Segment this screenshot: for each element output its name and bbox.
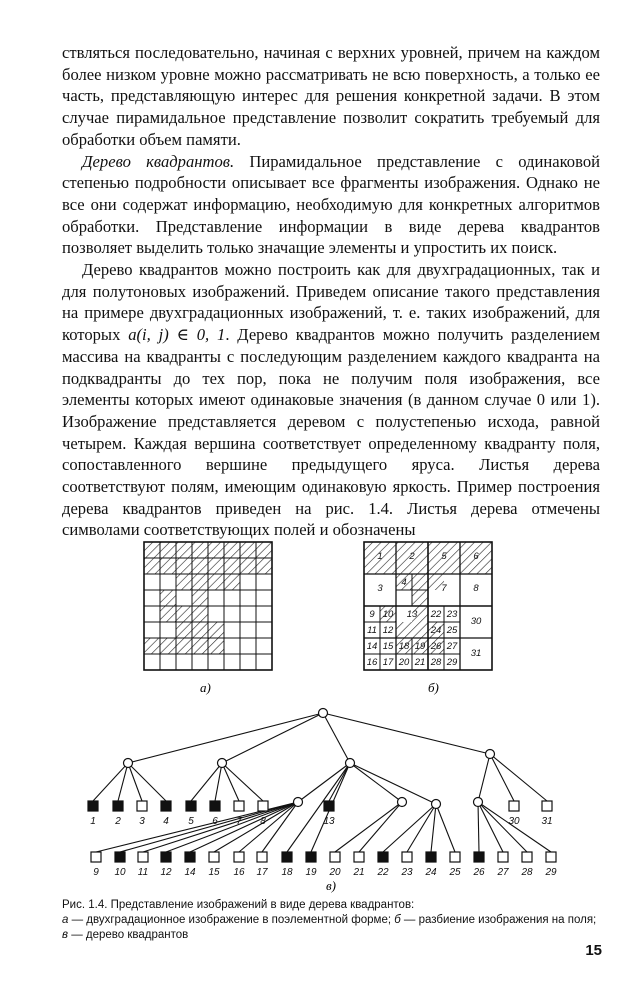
tree-leaf [324, 801, 334, 811]
body-text [62, 42, 600, 541]
tree-node [294, 798, 303, 807]
caption-c-text: — дерево квадрантов [68, 929, 189, 941]
grid-b-region-label: 27 [446, 641, 458, 652]
tree-leaf-label: 27 [497, 867, 509, 878]
tree-leaf [474, 852, 484, 862]
tree-leaf-label: 26 [473, 867, 485, 878]
label-b: б) [428, 680, 439, 695]
tree-leaf-label: 19 [305, 867, 317, 878]
label-c: в) [326, 878, 336, 893]
paragraph-3-a: Дерево квадрантов можно построить как для двухградационных, так и для полутоновых изображений. Приведем описание такого представления на примере двухградационных изображений, т. е. таких изображений, для которых [62, 260, 600, 345]
tree-leaf [426, 852, 436, 862]
tree-leaf [546, 852, 556, 862]
caption-c-letter: в [62, 929, 69, 941]
tree-node [124, 759, 133, 768]
tree-leaf-label: 3 [139, 816, 145, 827]
tree-leaf [88, 801, 98, 811]
tree-leaf [210, 801, 220, 811]
caption-title: Рис. 1.4. Представление изображений в виде дерева квадрантов: [62, 899, 415, 911]
grid-b-region-label: 25 [446, 625, 458, 636]
tree-leaf-label: 13 [323, 816, 335, 827]
label-a: а) [200, 680, 211, 695]
tree-leaf [161, 852, 171, 862]
tree-node [486, 750, 495, 759]
caption-b-text: — разбиение изображения на поля; [400, 914, 597, 926]
grid-b-region-label: 7 [441, 583, 447, 594]
tree-leaf-label: 30 [508, 816, 520, 827]
tree-leaf [91, 852, 101, 862]
grid-b-region-label: 5 [441, 551, 447, 562]
grid-a [144, 542, 272, 670]
tree-leaf-label: 17 [256, 867, 268, 878]
tree-leaf [161, 801, 171, 811]
tree-node [346, 759, 355, 768]
tree-leaf-label: 5 [188, 816, 194, 827]
tree-leaf-label: 14 [184, 867, 196, 878]
grid-b-region-label: 19 [414, 641, 426, 652]
tree-node [432, 800, 441, 809]
grid-b-region-label: 8 [473, 583, 479, 594]
tree-leaf [137, 801, 147, 811]
paragraph-1: ствляться последовательно, начиная с верхних уровней, причем на каждом более низком уровне можно рассматривать не всю поверхность, а только ее часть, представляющую интерес для решения конкретной задачи. В этом случае пирамидальное представление позволит сократить требуемый для обработки объем памяти. [62, 43, 600, 149]
grid-b-region-label: 14 [366, 641, 378, 652]
grid-b-region-label: 30 [470, 616, 482, 627]
tree-leaf-label: 9 [93, 867, 99, 878]
tree-leaf-label: 10 [114, 867, 126, 878]
tree-node [398, 798, 407, 807]
grid-b-region-label: 11 [367, 625, 377, 636]
grid-b-region-label: 18 [398, 641, 410, 652]
figure-1-4 [0, 530, 640, 898]
grid-b-region-label: 29 [446, 657, 458, 668]
grid-b-region-label: 28 [430, 657, 442, 668]
grid-b-region-label: 22 [430, 609, 442, 620]
tree-leaf [402, 852, 412, 862]
grid-b [364, 542, 492, 670]
tree-leaf [498, 852, 508, 862]
tree-leaf [542, 801, 552, 811]
grid-b-region-label: 17 [382, 657, 394, 668]
grid-b-region-label: 10 [382, 609, 394, 620]
tree-leaf [258, 801, 268, 811]
tree-leaf-label: 20 [329, 867, 341, 878]
tree-leaf [509, 801, 519, 811]
tree-leaf-label: 29 [545, 867, 557, 878]
grid-b-region-label: 13 [406, 609, 418, 620]
grid-b-region-label: 2 [409, 551, 415, 562]
grid-b-region-label: 21 [414, 657, 426, 668]
tree-leaf [282, 852, 292, 862]
grid-b-region-label: 12 [382, 625, 394, 636]
tree-leaf [257, 852, 267, 862]
paragraph-3-b: . Дерево квадрантов можно получить разделением массива на квадранты с последующим разделением каждого квадранта на подквадранты до тех пор, пока не получим поля изображения, все элементы которых имеют одинаковые значения (в данном случае 0 или 1). Изображение представляется деревом с полустепенью исхода, равной четырем. Каждая вершина соответствует определенному квадранту поля, сопоставленного вершине предыдущего яруса. Листья дерева соответствуют полям, имеющим одинаковую яркость. Пример построения дерева квадрантов приведен на рис. 1.4. Листья дерева отмечены символами соответствующих полей и обозначены [62, 325, 600, 540]
grid-b-region-label: 20 [398, 657, 410, 668]
paragraph-3 [62, 259, 600, 541]
tree-node [218, 759, 227, 768]
tree-node [319, 709, 328, 718]
tree-node [474, 798, 483, 807]
tree-leaf [306, 852, 316, 862]
tree-leaf [354, 852, 364, 862]
formula: a(i, j) ∈ 0, 1 [128, 325, 226, 345]
grid-b-region-label: 31 [470, 648, 482, 659]
grid-b-region-label: 6 [473, 551, 479, 562]
page-number: 15 [585, 942, 602, 959]
tree-leaf-label: 24 [425, 867, 437, 878]
tree-leaf-label: 1 [90, 816, 96, 827]
tree-leaf-label: 12 [160, 867, 172, 878]
tree-leaf [234, 801, 244, 811]
tree-leaf-label: 2 [115, 816, 121, 827]
grid-b-region-label: 16 [366, 657, 378, 668]
tree-leaf [138, 852, 148, 862]
tree-leaf [378, 852, 388, 862]
grid-b-region-label: 4 [401, 577, 407, 588]
tree-leaf [185, 852, 195, 862]
tree-leaf [113, 801, 123, 811]
tree-leaf [330, 852, 340, 862]
tree-leaf-label: 6 [212, 816, 218, 827]
caption-a-letter: а [62, 914, 69, 926]
figure-caption [62, 898, 602, 943]
paragraph-2 [62, 151, 600, 260]
tree-leaf-label: 18 [281, 867, 293, 878]
tree-leaf [450, 852, 460, 862]
tree-leaf-label: 23 [401, 867, 413, 878]
tree-leaf-label: 15 [208, 867, 220, 878]
grid-b-region-label: 3 [377, 583, 383, 594]
tree-leaf-label: 31 [541, 816, 553, 827]
tree-leaf-label: 21 [353, 867, 365, 878]
term-quadtree: Дерево квадрантов. [82, 151, 235, 171]
tree-leaf-label: 11 [137, 867, 149, 878]
tree-leaf [234, 852, 244, 862]
tree-leaf-label: 22 [377, 867, 389, 878]
tree-leaf-label: 7 [236, 816, 242, 827]
grid-b-region-label: 26 [430, 641, 442, 652]
tree-leaf-label: 16 [233, 867, 245, 878]
grid-b-region-label: 24 [430, 625, 442, 636]
tree-leaf [522, 852, 532, 862]
grid-b-region-label: 9 [369, 609, 375, 620]
grid-b-region-label: 23 [446, 609, 458, 620]
caption-b-letter: б [394, 914, 401, 926]
tree-leaf-label: 4 [163, 816, 169, 827]
tree-leaf-label: 8 [260, 816, 266, 827]
tree-leaf [209, 852, 219, 862]
tree-leaf [115, 852, 125, 862]
paragraph-2-text: Пирамидальное представление с одинаковой степенью подробности описывает все фрагменты изображения. Однако не все они содержат информацию, необходимую для конкретных алгоритмов обработки. Представление информации в виде дерева квадрантов позволяет выделить только значащие элементы и упростить их поиск. [62, 151, 600, 258]
quadtree [88, 709, 557, 879]
grid-b-region-label: 15 [382, 641, 394, 652]
caption-a-text: — двухградационное изображение в поэлементной форме; [68, 914, 395, 926]
tree-leaf [186, 801, 196, 811]
grid-b-region-label: 1 [377, 551, 383, 562]
tree-leaf-label: 28 [521, 867, 533, 878]
tree-leaf-label: 25 [449, 867, 461, 878]
